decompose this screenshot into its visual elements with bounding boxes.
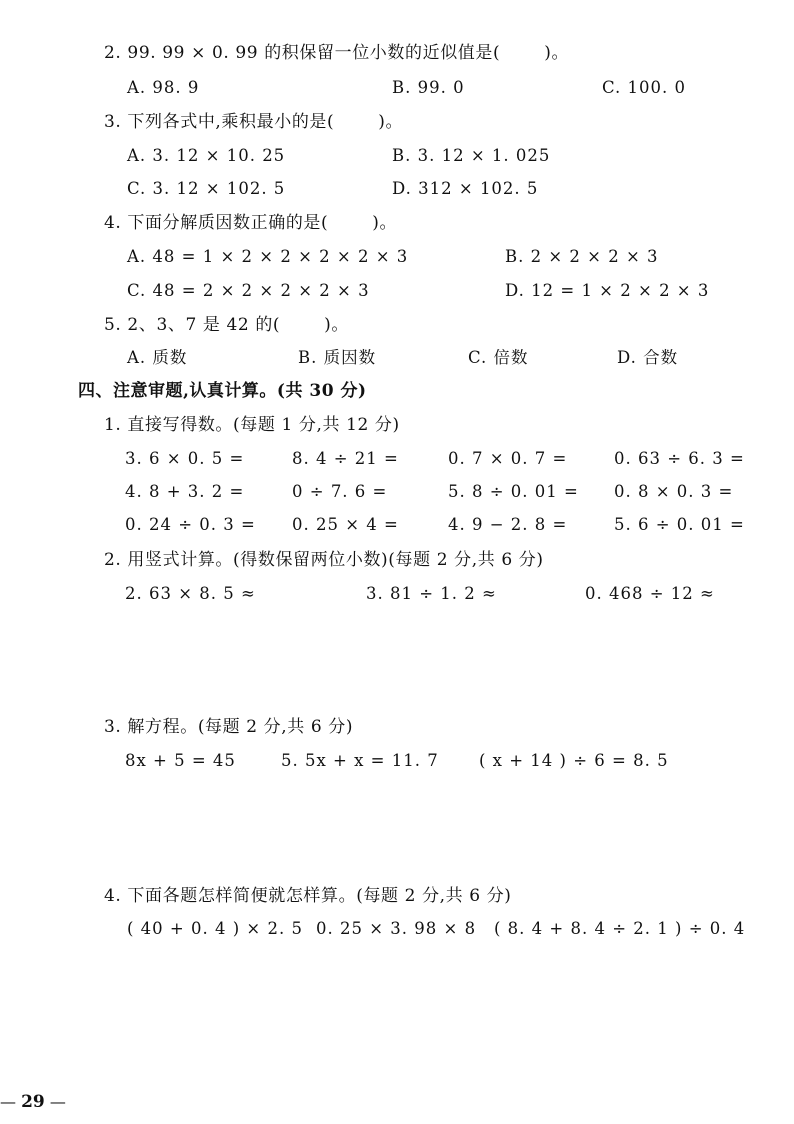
calc-item: 0. 25 × 4 = [292, 515, 399, 534]
mc-question-3-end: )。 [378, 112, 404, 132]
calc-item: 0 ÷ 7. 6 = [292, 482, 388, 501]
simplify-item: ( 8. 4 + 8. 4 ÷ 2. 1 ) ÷ 0. 4 [494, 919, 746, 938]
calc-item: 8. 4 ÷ 21 = [292, 449, 399, 468]
mc-option: B. 99. 0 [392, 78, 465, 97]
vertical-calc-item: 3. 81 ÷ 1. 2 ≈ [366, 584, 497, 603]
mc-option: D. 12 = 1 × 2 × 2 × 3 [505, 281, 710, 300]
simplify-item: 0. 25 × 3. 98 × 8 [316, 919, 477, 938]
mc-option: B. 2 × 2 × 2 × 3 [505, 247, 659, 266]
mc-option: A. 98. 9 [127, 78, 200, 97]
page-number: 29 [21, 1092, 45, 1112]
calc-item: 5. 8 ÷ 0. 01 = [448, 482, 579, 501]
equation-item: 8x + 5 = 45 [125, 751, 236, 770]
vertical-calc-item: 2. 63 × 8. 5 ≈ [125, 584, 256, 603]
mc-question-5-stem: 5. 2、3、7 是 42 的( [104, 315, 281, 335]
mc-option: C. 3. 12 × 102. 5 [127, 179, 286, 198]
section-4-heading: 四、注意审题,认真计算。(共 30 分) [78, 381, 367, 401]
calc-item: 3. 6 × 0. 5 = [125, 449, 245, 468]
mc-option: B. 质因数 [298, 348, 377, 367]
sub-question-3-title: 3. 解方程。(每题 2 分,共 6 分) [104, 717, 354, 737]
mc-question-2-stem: 2. 99. 99 × 0. 99 的积保留一位小数的近似值是( [104, 43, 501, 63]
calc-item: 4. 9 − 2. 8 = [448, 515, 568, 534]
mc-option: A. 质数 [127, 348, 188, 367]
mc-option: A. 48 = 1 × 2 × 2 × 2 × 2 × 3 [127, 247, 409, 266]
vertical-calc-item: 0. 468 ÷ 12 ≈ [585, 584, 715, 603]
simplify-item: ( 40 + 0. 4 ) × 2. 5 [127, 919, 303, 938]
sub-question-4-title: 4. 下面各题怎样简便就怎样算。(每题 2 分,共 6 分) [104, 886, 512, 906]
page-footer: — 29 — [0, 1092, 66, 1112]
mc-option: D. 312 × 102. 5 [392, 179, 539, 198]
mc-question-5 [104, 315, 349, 335]
mc-option: C. 倍数 [468, 348, 529, 367]
mc-question-2-end: )。 [544, 43, 570, 63]
mc-question-4 [104, 213, 397, 233]
mc-question-2 [104, 43, 569, 63]
mc-question-3 [104, 112, 403, 132]
calc-item: 4. 8 + 3. 2 = [125, 482, 245, 501]
mc-option: B. 3. 12 × 1. 025 [392, 146, 551, 165]
mc-question-3-stem: 3. 下列各式中,乘积最小的是( [104, 112, 335, 132]
mc-option: D. 合数 [617, 348, 679, 367]
calc-item: 0. 63 ÷ 6. 3 = [614, 449, 745, 468]
sub-question-1-title: 1. 直接写得数。(每题 1 分,共 12 分) [104, 415, 400, 435]
equation-item: ( x + 14 ) ÷ 6 = 8. 5 [479, 751, 669, 770]
mc-question-4-stem: 4. 下面分解质因数正确的是( [104, 213, 329, 233]
mc-option: A. 3. 12 × 10. 25 [127, 146, 286, 165]
calc-item: 5. 6 ÷ 0. 01 = [614, 515, 745, 534]
equation-item: 5. 5x + x = 11. 7 [281, 751, 439, 770]
mc-question-5-end: )。 [324, 315, 349, 335]
mc-question-4-end: )。 [372, 213, 398, 233]
calc-item: 0. 24 ÷ 0. 3 = [125, 515, 256, 534]
sub-question-2-title: 2. 用竖式计算。(得数保留两位小数)(每题 2 分,共 6 分) [104, 550, 544, 570]
calc-item: 0. 8 × 0. 3 = [614, 482, 734, 501]
mc-option: C. 100. 0 [602, 78, 687, 97]
mc-option: C. 48 = 2 × 2 × 2 × 2 × 3 [127, 281, 370, 300]
calc-item: 0. 7 × 0. 7 = [448, 449, 568, 468]
